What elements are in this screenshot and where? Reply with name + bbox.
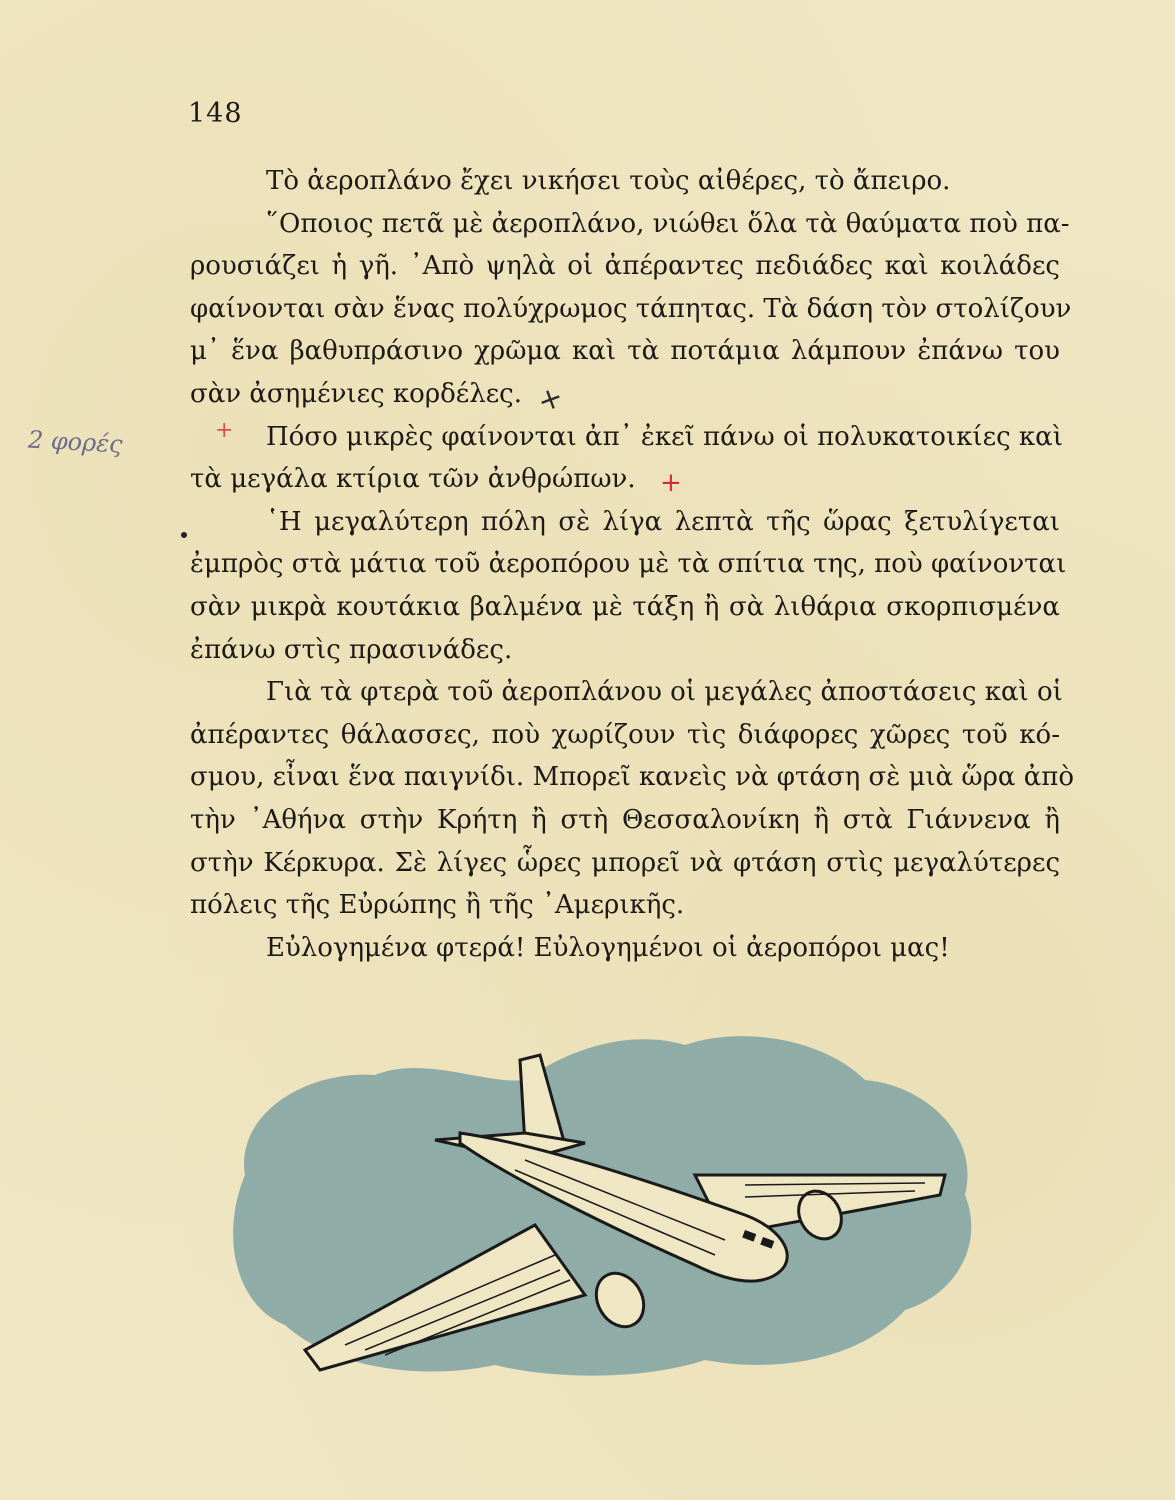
text-line: ἀπέραντες θάλασσες, ποὺ χωρίζουν τὶς διάφορες χῶρες τοῦ κό- [190,719,1060,750]
text-line: στὴν Κέρκυρα. Σὲ λίγες ὧρες μπορεῖ νὰ φτάση στὶς μεγαλύτερες [190,847,1060,878]
page-number: 148 [188,98,243,129]
text-line: ἐμπρὸς στὰ μάτια τοῦ ἀεροπόρου μὲ τὰ σπίτια της, ποὺ φαίνονται [190,549,1067,580]
text-line: πόλεις τῆς Εὐρώπης ἢ τῆς ᾿Αμερικῆς. [190,890,685,921]
text-line: τὴν ᾿Αθήνα στὴν Κρήτη ἢ στὴ Θεσσαλονίκη ἢ στὰ Γιάννενα ἢ [190,804,1060,835]
text-line: Εὐλογημένα φτερά! Εὐλογημένοι οἱ ἀεροπόροι μας! [266,932,950,963]
airplane-illustration [225,1025,985,1385]
text-line: σὰν μικρὰ κουτάκια βαλμένα μὲ τάξη ἢ σὰ λιθάρια σκορπισμένα [190,591,1060,622]
red-cross-mark: + [660,468,682,498]
handwritten-margin-note: 2 φορές [27,425,124,459]
text-line: ῞Οποιος πετᾶ μὲ ἀεροπλάνο, νιώθει ὅλα τὰ θαύματα ποὺ πα- [266,208,1070,239]
text-line: Γιὰ τὰ φτερὰ τοῦ ἀεροπλάνου οἱ μεγάλες ἀποστάσεις καὶ οἱ [266,677,1063,708]
text-line: φαίνονται σὰν ἕνας πολύχρωμος τάπητας. Τὰ δάση τὸν στολίζουν [190,293,1072,324]
text-line: ρουσιάζει ἡ γῆ. ᾿Απὸ ψηλὰ οἱ ἀπέραντες πεδιάδες καὶ κοιλάδες [190,251,1060,282]
red-margin-mark: + [215,418,234,443]
text-line: Πόσο μικρὲς φαίνονται ἀπ᾿ ἐκεῖ πάνω οἱ πολυκατοικίες καὶ [266,421,1063,452]
text-line: μ᾿ ἕνα βαθυπράσινο χρῶμα καὶ τὰ ποτάμια λάμπουν ἐπάνω του [190,336,1060,367]
text-line: σὰν ἀσημένιες κορδέλες. [190,378,523,409]
text-line: σμου, εἶναι ἕνα παιγνίδι. Μπορεῖ κανεὶς νὰ φτάση σὲ μιὰ ὥρα ἀπὸ [190,762,1074,793]
body-text [190,160,1074,969]
ink-dot [181,532,187,538]
text-line: τὰ μεγάλα κτίρια τῶν ἀνθρώπων. [190,464,636,495]
text-line: ἐπάνω στὶς πρασινάδες. [190,634,513,665]
text-line: Τὸ ἀεροπλάνο ἔχει νικήσει τοὺς αἰθέρες, τὸ ἄπειρο. [266,166,951,196]
pencil-check-mark: + [532,378,569,421]
text-line: ῾Η μεγαλύτερη πόλη σὲ λίγα λεπτὰ τῆς ὥρας ξετυλίγεται [266,506,1060,537]
